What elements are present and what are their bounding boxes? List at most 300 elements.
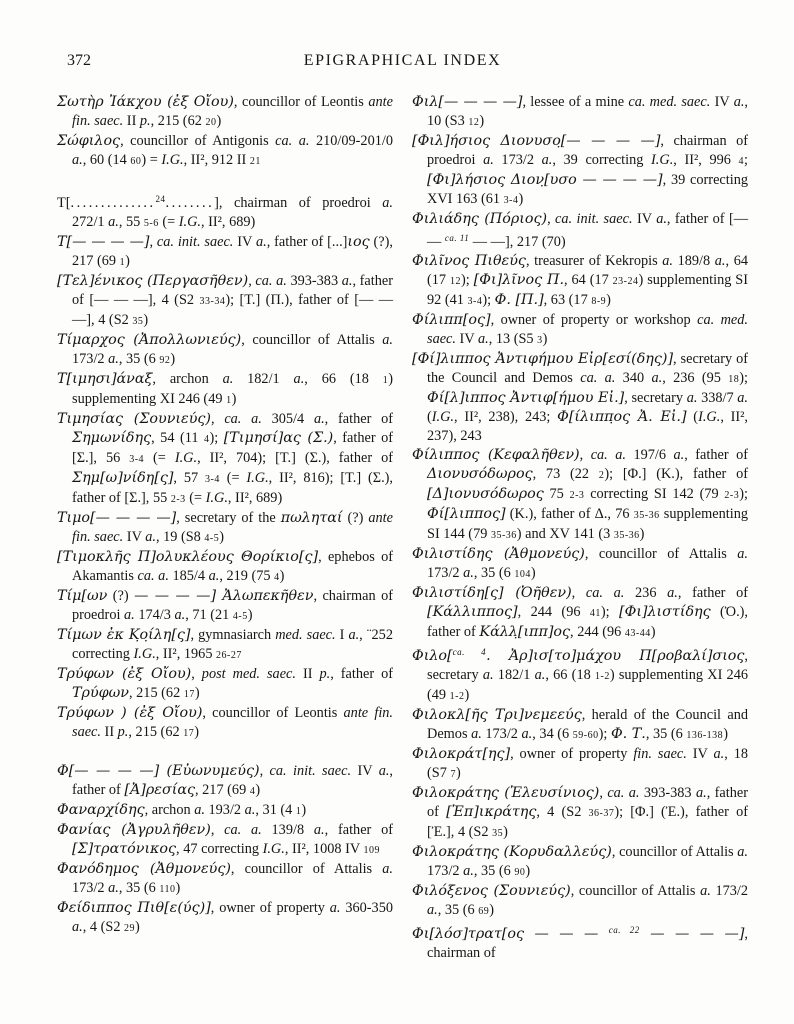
index-entry [412,446,748,545]
index-entry [57,626,393,665]
entry-text-segment: Φαναρχίδης [57,802,145,818]
entry-text-segment: ........ [165,195,215,211]
entry-text-segment: 12 [468,117,480,128]
entry-text-segment: , 13 (S5 [488,331,538,347]
entry-text-segment: ); [Φ.] (Κ.), father of [604,466,748,482]
entry-text-segment: ca. med. saec. [628,94,711,110]
entry-text-segment: , 64 (17 [564,272,613,288]
entry-text-segment: a. [348,627,360,643]
entry-text-segment: , 66 (18 [304,371,383,387]
entry-text-segment: 4 [204,434,210,445]
entry-text-segment: , father of [— — [427,211,748,250]
entry-text-segment: ) [542,331,548,347]
entry-text-segment: ca. 4 [452,647,487,657]
entry-text-segment: , 10 (S3 [427,94,748,129]
entry-text-segment: ca. init. saec. [555,211,633,227]
entry-text-segment: I.G. [651,152,674,168]
entry-text-segment: ) [650,624,656,640]
entry-text-segment: , 18 (S7 [427,746,748,781]
entry-text-segment: post med. saec. [201,666,296,682]
entry-text-segment: , archon [152,371,223,387]
index-entry [57,132,393,171]
entry-text-segment: a. [521,726,533,742]
entry-text-segment: . Ἀρ]ισ[το]μάχου Π[ροβαλί]σιος [486,648,745,664]
entry-text-segment: 4-5 [232,611,248,622]
entry-text-segment: ) supplementing SI 92 (41 [427,272,748,308]
entry-text-segment: IV [351,763,379,779]
entry-text-segment: ); [Τ.] (Π.), father of [— — —], 4 (S2 [72,292,393,328]
entry-text-segment: Φίλιππ[ος] [412,312,491,328]
entry-text-segment: 2-3 [170,494,186,505]
entry-text-segment: a. [108,880,119,896]
entry-text-segment: 24 [155,194,166,204]
page-header [57,52,748,72]
entry-text-segment: (?) [107,588,135,604]
entry-text-segment: 1 [226,395,232,406]
entry-text-segment: Φιλοκλ[ῆς Τρι]νεμεεύς [412,707,582,723]
entry-text-segment: ) [231,391,237,407]
entry-text-segment: a. [382,332,393,348]
entry-text-segment: ; [744,152,749,168]
entry-text-segment: fin. saec. [633,746,687,762]
entry-text-segment: , father of [324,411,393,427]
entry-text-segment: , father of [330,666,393,682]
entry-text-segment: med. saec. [275,627,336,643]
entry-text-segment: 43-44 [624,628,651,639]
entry-text-segment: [Φι]λιστίδης [619,604,711,620]
entry-text-segment: — — — —] Ἀλωπεκῆθεν [134,588,314,604]
entry-text-segment: 4 [738,156,745,167]
entry-text-segment: (?) [342,510,369,526]
entry-text-segment: 69 [478,906,490,917]
entry-text-segment: ) [301,802,307,818]
entry-text-segment: ) supplementing XI 246 (49 [427,667,749,703]
entry-text-segment: a. [72,919,83,935]
entry-text-segment: [Τιμοκλῆς Π]ολυκλέους Θορίκιο[ς] [57,549,319,565]
entry-text-segment: a. [662,253,673,269]
entry-text-segment: 18 [728,374,740,385]
index-entry [412,350,748,446]
entry-text-segment: 35 [132,316,144,327]
entry-text-segment: Τιμησίας (Σουνιεύς) [57,411,211,427]
entry-text-segment: ca. init. saec. [269,763,352,779]
entry-text-segment: a. [382,861,393,877]
entry-text-segment: , 35 (6 [437,902,479,918]
entry-text-segment: 136-138 [686,730,724,741]
entry-text-segment: a. [700,883,711,899]
entry-text-segment: 189/8 [673,253,715,269]
entry-text-segment: 5-6 [143,218,159,229]
entry-text-segment: 236 [624,585,668,601]
index-entry [57,704,393,743]
entry-text-segment: , chairman of proedroi [427,133,748,168]
entry-text-segment: , 35 (6 [118,351,160,367]
entry-text-segment: ); [482,292,495,308]
entry-text-segment: ca. a. [224,822,262,838]
entry-text-segment: 182/1 [493,667,535,683]
index-entry [57,548,393,587]
entry-text-segment: , 66 (18 [545,667,595,683]
entry-text-segment: 4 [274,572,280,583]
entry-text-segment: 104 [514,569,531,580]
page-number: 372 [67,52,91,69]
entry-text-segment: a. [313,411,325,427]
index-entry [412,921,748,963]
entry-text-segment: 2-3 [724,490,740,501]
entry-text-segment: Τίμων ἐκ Κ̣ο̣ίλη[ς] [57,627,191,643]
entry-text-segment: , [579,447,591,463]
entry-text-segment: , 35 (6 [473,863,515,879]
entry-text-segment: Φιλοκράτης (Ἐλευσίνιος) [412,785,600,801]
entry-text-segment: , archon [144,802,195,818]
entry-text-segment: , 57 [173,470,206,486]
index-entry [412,132,748,210]
entry-text-segment: ); [209,430,224,446]
entry-text-segment: , councillor of Attalis [230,861,383,877]
entry-text-segment: 29 [124,923,136,934]
entry-text-segment: I.G. [431,409,454,425]
entry-text-segment: 360-350 [340,900,393,916]
entry-text-segment: IV [123,529,146,545]
entry-text-segment: a. [382,195,393,211]
index-entry [57,509,393,548]
entry-text-segment: 90 [514,867,526,878]
entry-text-segment: a. [194,802,205,818]
entry-text-segment: ) [489,902,495,918]
entry-text-segment: a. [695,785,707,801]
entry-text-segment: a. [108,214,119,230]
entry-text-segment: Φιλ[— — — —] [412,94,523,110]
entry-text-segment: , 215 (62 [129,685,184,701]
entry-text-segment: , 63 (17 [543,292,592,308]
entry-text-segment: , councillor of Antigonis [120,133,276,149]
entry-text-segment: II [100,724,118,740]
entry-text-segment: [Δ]ιονυσόδωρος [427,486,544,502]
entry-text-segment: Φείδιππος Πιθ[ε(ύς)] [57,900,211,916]
entry-text-segment: (Κ.), father of Δ., 76 [505,506,634,522]
entry-text-segment: a. [737,546,748,562]
entry-text-segment: 210/09-201/0 [309,133,393,149]
entry-text-segment: a. [255,234,267,250]
entry-text-segment: Διονυσόδωρος [427,466,533,482]
entry-text-segment: ) [464,687,470,703]
entry-text-segment: 182/1 [233,371,294,387]
entry-text-segment: ) [216,113,222,129]
entry-text-segment: Φιλῖνος Πιθεύς [412,253,526,269]
entry-text-segment: , [248,273,256,289]
index-entry [412,584,748,643]
entry-text-segment: Φιλιάδης (Πόριος) [412,211,548,227]
index-entry [412,784,748,843]
entry-text-segment: , 35 (6 [645,726,687,742]
entry-text-segment: , 54 (11 [151,430,204,446]
right-column [412,93,748,963]
entry-text-segment: Φι[λόσ]τρατ[ος — — — [412,926,609,942]
entry-text-segment: 35-36 [613,530,640,541]
entry-text-segment: a. [477,331,489,347]
index-content [57,93,748,963]
entry-text-segment: ) [143,312,149,328]
entry-text-segment: IV [233,234,256,250]
entry-text-segment: 41 [589,608,601,619]
entry-text-segment: ante fin. saec. [72,510,393,545]
index-entry [57,331,393,370]
entry-text-segment: 173/2 [481,726,522,742]
entry-text-segment: Κάλλ̣[ιππ]ος [479,624,571,640]
entry-text-segment: , [210,822,225,838]
entry-text-segment: a. [293,371,305,387]
entry-text-segment: 3-4 [467,296,483,307]
entry-text-segment: IV [632,211,657,227]
entry-text-segment: ) = [141,152,162,168]
entry-text-segment: , [191,666,202,682]
entry-text-segment: a. [124,607,135,623]
entry-text-segment: Φιλοκράτ[ης] [412,746,511,762]
entry-text-segment: 173/2 [72,351,109,367]
entry-text-segment: , councillor of Leontis [233,94,369,110]
index-entry [57,190,393,233]
entry-text-segment: [Ἐπ]ικράτης [446,804,537,820]
entry-text-segment: 173/2 [427,565,464,581]
entry-text-segment: , 47 correcting [176,841,263,857]
entry-text-segment: 20 [205,117,217,128]
entry-text-segment: , 35 (6 [118,880,160,896]
entry-text-segment: ) [503,824,508,840]
entry-text-segment: Σώφιλος [57,133,121,149]
entry-text-segment: II [123,113,140,129]
entry-text-segment: ) [194,724,199,740]
entry-text-segment: Τίμαρχος (Ἀπολλωνιεύς) [57,332,242,348]
entry-text-segment: , II², 237), 243 [427,409,749,444]
entry-text-segment: 393-383 [639,785,696,801]
entry-text-segment: , lessee of a mine [522,94,629,110]
entry-text-segment: , [259,763,270,779]
index-entry [412,210,748,252]
entry-text-segment: , II², 1965 [155,646,217,662]
page-title: EPIGRAPHICAL INDEX [303,52,502,69]
entry-text-segment: , councillor of Attalis [611,844,738,860]
entry-text-segment: IV [455,331,478,347]
entry-text-segment: 272/1 [72,214,109,230]
entry-text-segment: , [547,211,556,227]
entry-text-segment: p. [117,724,129,740]
entry-text-segment: Φιλο[ [412,648,453,664]
entry-text-segment: , 4 (S2 [82,919,125,935]
entry-text-segment: Τίμ[ων [57,588,108,604]
entry-text-segment: IV [710,94,734,110]
entry-text-segment: (= [219,470,247,486]
entry-text-segment: [Τελ]ένικος (Περγασῆθεν) [57,273,249,289]
entry-text-segment: ) [479,113,485,129]
entry-text-segment: ) [170,351,176,367]
entry-text-segment: 4-5 [204,533,220,544]
entry-text-segment: 3 [537,335,543,346]
entry-text-segment: , 64 (17 [427,253,748,288]
entry-text-segment: (= [185,490,206,506]
entry-text-segment: 1 [382,375,389,386]
entry-text-segment: , chairman of proedroi [72,588,393,623]
entry-text-segment: , treasurer of Kekropis [525,253,663,269]
entry-text-segment: ) [455,765,461,781]
entry-text-segment: a. [713,746,725,762]
entry-text-segment: a. [463,565,474,581]
entry-text-segment: , [599,785,608,801]
entry-text-segment: a. [673,447,685,463]
entry-text-segment: ) [723,726,728,742]
entry-text-segment: 26-27 [216,650,242,661]
entry-text-segment: ) supplementing XI 246 (49 [72,371,393,407]
entry-text-segment: ante fin. saec. [72,705,394,740]
entry-text-segment: 3-4 [503,195,519,206]
entry-text-segment: p. [319,666,331,682]
entry-text-segment: 3-4 [129,454,145,465]
entry-text-segment: 139/8 [261,822,314,838]
entry-text-segment: ca. a. [275,133,310,149]
index-entry [412,882,748,921]
entry-text-segment: ca. a. [580,370,616,386]
entry-text-segment: Φ. Τ. [610,726,646,742]
entry-text-segment: a. [667,585,678,601]
entry-text-segment: 1-2 [594,671,610,682]
entry-text-segment: a. [483,152,494,168]
index-entry [412,745,748,784]
entry-text-segment: Τρύφων [72,685,129,701]
entry-text-segment: , [571,585,586,601]
entry-text-segment: , father of [677,585,749,601]
entry-text-segment: Σημ[ω]νίδη[ς] [72,470,174,486]
entry-text-segment: ca. a. [585,585,625,601]
entry-text-segment: , II², 1008 IV [284,841,364,857]
entry-text-segment: [Φιλ]ήσιος Διονυσο̣[— — — —] [412,133,661,149]
index-entry [57,899,393,938]
entry-text-segment: , 244 (96 [570,624,625,640]
entry-text-segment: , 31 (4 [255,802,296,818]
entry-text-segment: ) [247,607,253,623]
entry-text-segment: , 35 (6 [473,565,515,581]
entry-text-segment: 4 [249,786,256,797]
entry-text-segment: ca. 22 [608,925,640,935]
entry-text-segment: Τ[— — — —] [57,234,150,250]
entry-text-segment: , 73 (22 [532,466,599,482]
entry-text-segment: , 215 (62 [150,113,206,129]
entry-text-segment: , councillor of Attalis [241,332,383,348]
entry-text-segment: , II², 816); [Τ.] (Σ.), father of [Σ.], 55 [72,470,393,506]
entry-text-segment: [Σ]τρατόνικος [72,841,177,857]
entry-text-segment: I.G. [161,152,184,168]
entry-text-segment: Φ[— — — —] (Εὐωνυμεύς) [57,763,260,779]
entry-text-segment: ca. a. [255,273,287,289]
entry-text-segment: a. [378,763,390,779]
entry-text-segment: 185/4 [168,568,209,584]
entry-text-segment: ) and XV 141 (3 [516,526,614,542]
entry-text-segment: ) [530,565,536,581]
entry-text-segment: correcting SI 142 (79 [584,486,725,502]
entry-text-segment: a. [72,152,83,168]
entry-text-segment: 1-2 [449,691,465,702]
entry-text-segment: 173/2 [493,152,542,168]
entry-text-segment: [Τιμησί]ας (Σ.) [223,430,334,446]
entry-text-segment: , 236 (95 [662,370,729,386]
entry-text-segment: Φανόδημος (Ἀθμονεύς) [57,861,231,877]
entry-text-segment: Φιλιστίδη[ς] (Ὀῆθεν) [412,585,572,601]
entry-text-segment: I.G. [246,470,269,486]
entry-text-segment: , [149,234,157,250]
entry-text-segment: (?), 217 (69 [72,234,393,269]
entry-text-segment: , 60 (14 [82,152,131,168]
entry-text-segment: 35-36 [633,510,660,521]
entry-text-segment: , II², 689) [200,214,256,230]
entry-text-segment: , 39 correcting XVI 163 (61 [427,172,748,207]
index-entry [57,821,393,860]
entry-text-segment: a. [541,152,553,168]
entry-text-segment: , 71 (21 [185,607,233,623]
entry-text-segment: , II², 912 II [183,152,250,168]
entry-text-segment: a. [313,822,325,838]
entry-text-segment: 3-4 [205,474,220,485]
entry-text-segment: , father of [427,785,748,820]
index-entry [412,545,748,584]
entry-text-segment: , 39 correcting [552,152,652,168]
entry-text-segment: ); [Φ.] (Ἐ.), father of [Ἐ.], 4 (S2 [427,804,749,840]
index-entry [412,311,748,350]
entry-text-segment: 7 [450,769,456,780]
entry-text-segment: a. [651,370,663,386]
entry-text-segment: I.G. [698,409,721,425]
entry-text-segment: 75 [543,486,570,502]
entry-text-segment: , II², 704); [Τ.] (Σ.), father of [197,450,393,466]
entry-text-segment: ca. a. [590,447,626,463]
entry-text-segment: 17 [183,689,195,700]
entry-text-segment: ιος [347,234,370,250]
entry-text-segment: I.G. [262,841,285,857]
index-entry [57,762,393,801]
index-entry [57,860,393,899]
entry-text-segment: ); [739,486,748,502]
entry-text-segment: a. [686,390,698,406]
entry-text-segment: 1 [295,806,302,817]
entry-text-segment: ca. a. [137,568,169,584]
entry-text-segment: ) [518,191,524,207]
entry-text-segment: ) [219,529,225,545]
entry-text-segment: , owner of property or workshop [490,312,698,328]
entry-text-segment: 340 [615,370,652,386]
entry-text-segment: , councillor of Attalis [584,546,738,562]
index-entry [57,587,393,626]
entry-text-segment: 36-37 [588,808,615,819]
entry-text-segment: p. [139,113,151,129]
index-entry [412,843,748,882]
entry-text-segment: ) [194,685,200,701]
entry-text-segment: 33-34 [199,296,226,307]
entry-text-segment: ca. a. [224,411,262,427]
entry-text-segment: I.G. [133,646,156,662]
entry-text-segment: 174/3 [134,607,175,623]
entry-text-segment: a. [427,902,438,918]
index-entry [57,370,393,410]
entry-text-segment: ); [739,370,748,386]
entry-text-segment: Φανίας (Ἀγρυλῆθεν) [57,822,211,838]
entry-text-segment: ante fin. saec. [72,94,393,129]
entry-text-segment: Τρύφων ) (ἐξ Οἴου) [57,705,203,721]
entry-text-segment: , 217 (69 [195,782,250,798]
entry-text-segment: , councillor of Attalis [570,883,701,899]
entry-text-segment: a. [737,844,748,860]
entry-text-segment: Φιλιστίδης (Ἀθμονεύς) [412,546,585,562]
entry-text-segment: Σωτὴρ Ἰάκχου (ἐξ Οἴου) [57,94,234,110]
entry-text-segment: ], chairman of proedroi [214,195,383,211]
index-entry [57,272,393,331]
entry-text-segment: 1 [119,257,126,268]
